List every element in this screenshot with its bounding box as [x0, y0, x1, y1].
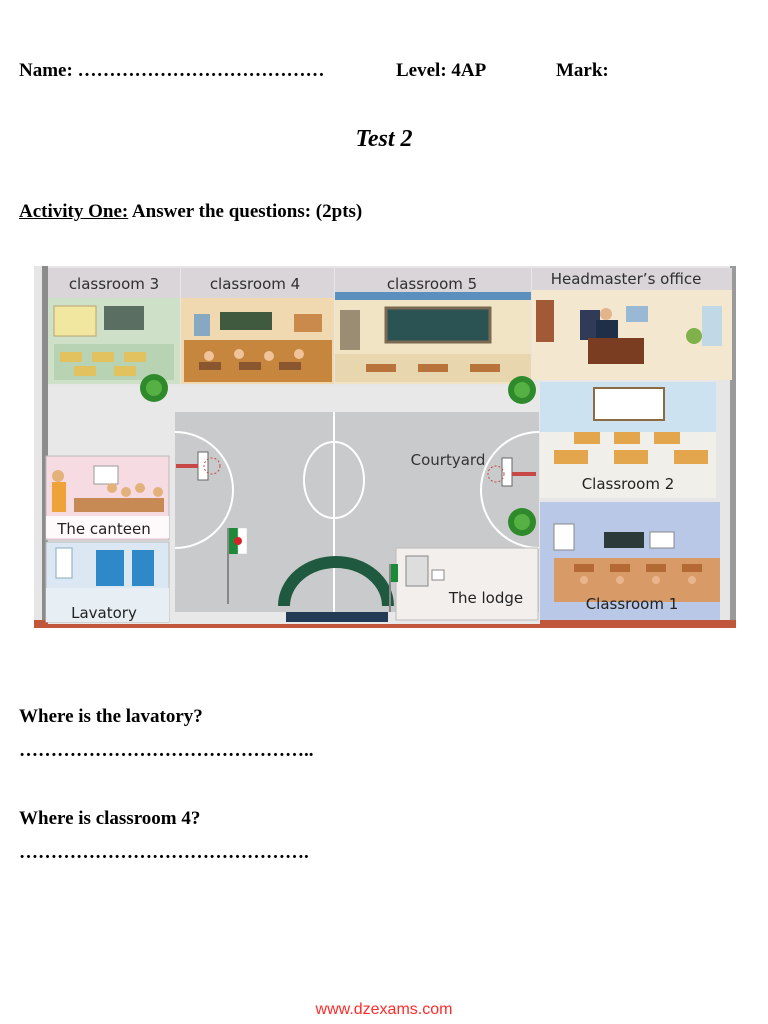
- label-canteen: The canteen: [57, 520, 151, 538]
- label-headmasters-office: Headmaster’s office: [550, 270, 702, 288]
- room-lavatory: [46, 542, 169, 622]
- activity-instruction: Answer the questions: (2pts): [128, 201, 363, 222]
- room-canteen: [46, 456, 169, 540]
- room-lodge: [390, 548, 538, 620]
- answer-line-2[interactable]: ……………………………………….: [19, 842, 309, 863]
- school-map-image: [34, 266, 736, 628]
- name-field[interactable]: Name: …………………………………: [19, 60, 325, 81]
- label-classroom-4: classroom 4: [209, 275, 301, 293]
- label-classroom-2: Classroom 2: [581, 475, 675, 493]
- label-classroom-5: classroom 5: [386, 275, 478, 293]
- header-line: [19, 60, 759, 84]
- room-classroom-1: [540, 502, 720, 620]
- room-classroom-5: [335, 268, 531, 384]
- room-classroom-2: [540, 382, 716, 498]
- activity-label: Activity One:: [19, 201, 129, 222]
- room-classroom-4: [181, 268, 334, 384]
- label-classroom-3: classroom 3: [68, 275, 160, 293]
- footer-url[interactable]: www.dzexams.com: [315, 1001, 453, 1018]
- level-label: Level: 4AP: [396, 60, 487, 81]
- room-headmasters-office: [532, 268, 732, 380]
- label-lodge: The lodge: [448, 589, 524, 607]
- test-title: Test 2: [355, 126, 413, 152]
- label-classroom-1: Classroom 1: [585, 595, 679, 613]
- question-1: Where is the lavatory?: [19, 706, 203, 727]
- answer-line-1[interactable]: ………………………………………..: [19, 740, 314, 761]
- room-classroom-3: [48, 268, 180, 384]
- label-courtyard: Courtyard: [410, 451, 486, 469]
- label-lavatory: Lavatory: [71, 604, 137, 622]
- mark-field[interactable]: Mark:: [556, 60, 609, 81]
- activity-heading: [19, 201, 362, 223]
- question-2: Where is classroom 4?: [19, 808, 201, 829]
